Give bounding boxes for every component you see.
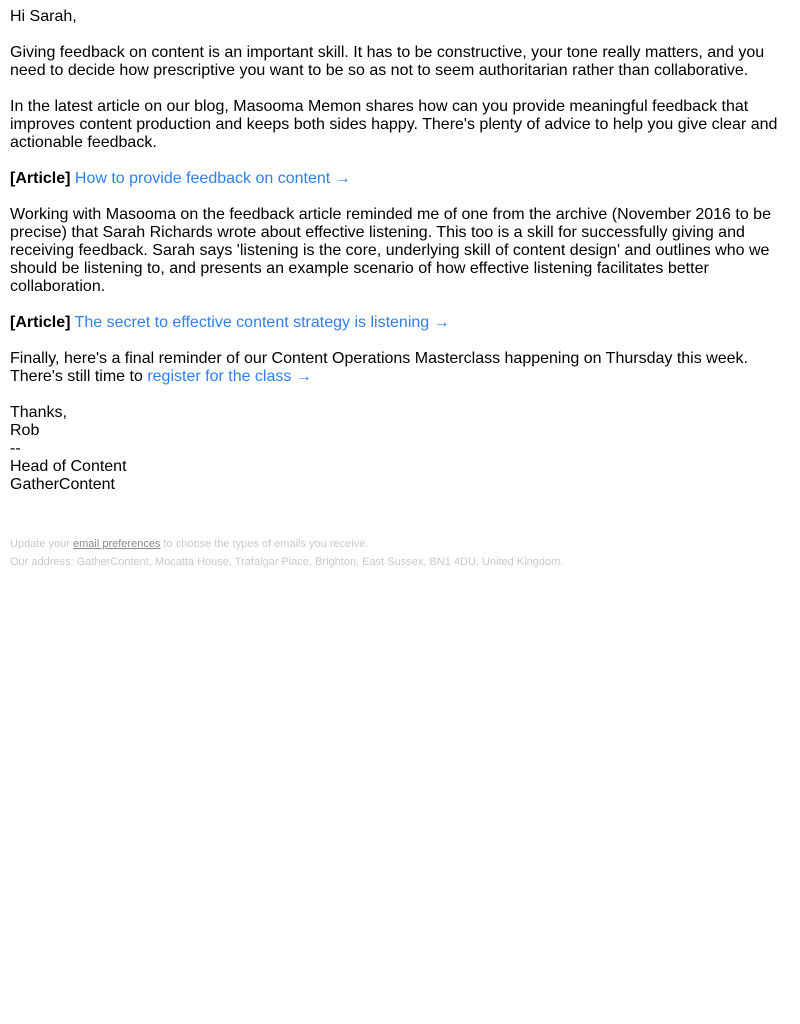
register-class-link[interactable]: register for the class → (147, 368, 312, 385)
feedback-article-link[interactable]: How to provide feedback on content → (74, 170, 351, 187)
article-label: [Article] (10, 170, 71, 187)
article-line-listening (10, 314, 785, 332)
signoff-name: Rob (10, 422, 40, 439)
signoff-title: Head of Content (10, 458, 127, 475)
email-footer (10, 535, 785, 571)
latest-article-paragraph: In the latest article on our blog, Masooma Memon shares how can you provide meaningful feedback that improves content production and keeps both sides happy. There's plenty of advice to help you give clear and actionable feedback. (10, 98, 778, 151)
signoff-company: GatherContent (10, 476, 115, 493)
signoff-thanks: Thanks, (10, 404, 67, 421)
postal-address: Our address: GatherContent, Mocatta House, Trafalgar Place, Brighton, East Sussex, BN1 4DU, United Kingdom. (10, 556, 564, 568)
reminder-text: Finally, here's a final reminder of our Content Operations Masterclass happening on Thursday this week. There's still time to (10, 350, 748, 385)
listening-article-link[interactable]: The secret to effective content strategy is listening → (74, 314, 450, 331)
email-body (10, 8, 785, 494)
preferences-text-after: to choose the types of emails you receive. (163, 538, 369, 550)
preferences-text-before: Update your (10, 538, 70, 550)
article-line-feedback (10, 170, 785, 188)
intro-paragraph: Giving feedback on content is an important skill. It has to be constructive, your tone really matters, and you need to decide how prescriptive you want to be so as not to seem authoritarian rather than collaborative. (10, 44, 765, 79)
greeting: Hi Sarah, (10, 8, 77, 25)
preferences-line (10, 535, 785, 553)
signoff-separator: -- (10, 440, 21, 457)
email-preferences-link[interactable]: email preferences (73, 538, 161, 550)
article-label: [Article] (10, 314, 71, 331)
reminder-paragraph (10, 350, 785, 386)
archive-paragraph: Working with Masooma on the feedback article reminded me of one from the archive (November 2016 to be precise) that Sarah Richards wrote about effective listening. This too is a skill for successfully giving and receiving feedback. Sarah says 'listening is the core, underlying skill of content design' and outlines who we should be listening to, and presents an example scenario of how effective listening facilitates better collaboration. (10, 206, 771, 295)
